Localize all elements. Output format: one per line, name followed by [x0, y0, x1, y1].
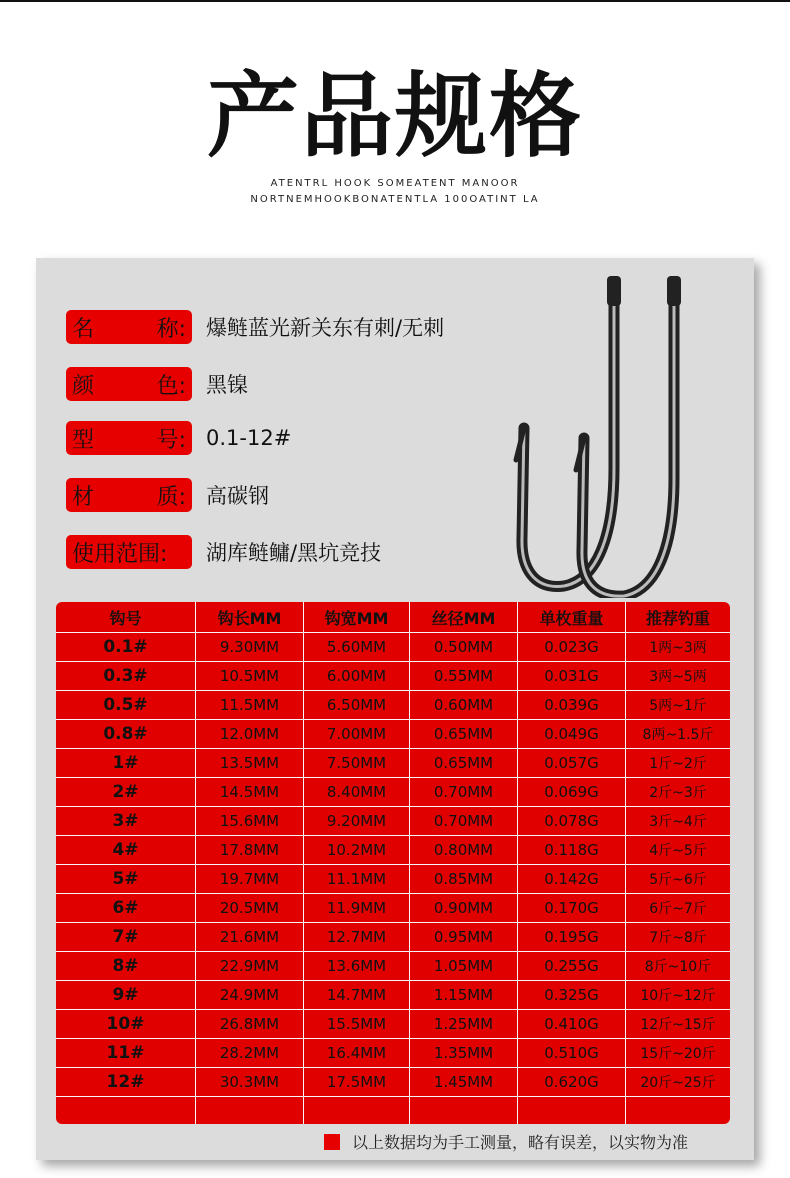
table-cell: 10.2MM	[304, 836, 410, 864]
table-cell: 2#	[56, 778, 196, 806]
spec-label-char: 材	[72, 484, 95, 510]
spec-value: 湖库鲢鳙/黑坑竞技	[206, 541, 382, 565]
table-cell: 12.0MM	[196, 720, 304, 748]
table-cell: 0.3#	[56, 662, 196, 690]
table-cell: 0.510G	[518, 1039, 626, 1067]
table-cell: 15斤~20斤	[640, 1046, 716, 1062]
table-cell: 1.45MM	[410, 1068, 518, 1096]
table-cell: 16.4MM	[304, 1039, 410, 1067]
spec-usage	[66, 535, 381, 569]
table-cell: 17.8MM	[196, 836, 304, 864]
table-cell: 1斤~2斤	[649, 756, 707, 772]
table-cell: 12#	[56, 1068, 196, 1096]
table-cell: 15.5MM	[304, 1010, 410, 1038]
table-cell: 8.40MM	[304, 778, 410, 806]
table-cell: 22.9MM	[196, 952, 304, 980]
table-cell: 0.85MM	[410, 865, 518, 893]
table-header-cell: 钩号	[56, 602, 196, 632]
table-cell: 13.5MM	[196, 749, 304, 777]
table-row	[56, 894, 730, 923]
table-row	[56, 923, 730, 952]
measurement-note	[324, 1130, 688, 1153]
table-row	[56, 1039, 730, 1068]
table-cell: 0.620G	[518, 1068, 626, 1096]
table-header-cell: 单枚重量	[518, 602, 626, 632]
table-cell: 6斤~7斤	[649, 901, 707, 917]
table-cell: 0.049G	[518, 720, 626, 748]
table-cell: 21.6MM	[196, 923, 304, 951]
table-cell: 0.65MM	[410, 749, 518, 777]
subtitle-line-2: NORTNEMHOOKBONATENTLA 100OATINT LA	[250, 194, 540, 205]
table-cell: 12.7MM	[304, 923, 410, 951]
table-cell: 5#	[56, 865, 196, 893]
table-cell	[304, 1097, 410, 1124]
table-cell	[196, 1097, 304, 1124]
table-cell: 7.00MM	[304, 720, 410, 748]
table-header-cell: 推荐钓重	[645, 608, 710, 628]
table-row	[56, 720, 730, 749]
subtitle-line-1: ATENTRL HOOK SOMEATENT MANOOR	[270, 178, 520, 189]
spec-value: 0.1-12#	[206, 426, 292, 450]
table-cell: 1.35MM	[410, 1039, 518, 1067]
table-header-cell: 丝径MM	[410, 602, 518, 632]
spec-material	[66, 478, 269, 512]
table-cell: 3斤~4斤	[649, 814, 707, 830]
table-cell: 2斤~3斤	[649, 785, 707, 801]
table-cell: 0.057G	[518, 749, 626, 777]
table-row	[56, 1010, 730, 1039]
table-cell: 4斤~5斤	[649, 843, 707, 859]
table-cell: 13.6MM	[304, 952, 410, 980]
table-cell: 5.60MM	[304, 633, 410, 661]
table-cell: 0.55MM	[410, 662, 518, 690]
table-cell: 0.142G	[518, 865, 626, 893]
table-cell: 19.7MM	[196, 865, 304, 893]
spec-label: 使用范围:	[66, 535, 192, 569]
spec-label-char: 号:	[156, 427, 186, 453]
table-cell: 0.031G	[518, 662, 626, 690]
table-row	[56, 633, 730, 662]
table-cell: 7#	[56, 923, 196, 951]
table-cell	[56, 1097, 196, 1124]
table-body	[56, 633, 730, 1097]
spec-label-char: 称:	[156, 316, 186, 342]
fishing-hook-image	[476, 268, 716, 598]
table-cell: 28.2MM	[196, 1039, 304, 1067]
table-cell: 1.25MM	[410, 1010, 518, 1038]
table-header-row	[56, 602, 730, 633]
table-cell: 0.95MM	[410, 923, 518, 951]
spec-value: 黑镍	[206, 373, 248, 397]
table-cell: 4#	[56, 836, 196, 864]
table-cell: 0.255G	[518, 952, 626, 980]
table-row	[56, 836, 730, 865]
table-cell: 20斤~25斤	[640, 1075, 716, 1091]
table-cell: 12斤~15斤	[640, 1017, 716, 1033]
table-cell	[626, 1097, 730, 1124]
table-header-cell: 钩长MM	[196, 602, 304, 632]
table-cell: 0.70MM	[410, 778, 518, 806]
table-cell: 0.90MM	[410, 894, 518, 922]
table-row	[56, 981, 730, 1010]
table-cell: 0.80MM	[410, 836, 518, 864]
table-cell: 9.20MM	[304, 807, 410, 835]
table-cell: 0.60MM	[410, 691, 518, 719]
table-cell: 0.170G	[518, 894, 626, 922]
table-cell: 10斤~12斤	[640, 988, 716, 1004]
table-cell	[410, 1097, 518, 1124]
table-cell: 1两~3两	[649, 640, 707, 656]
table-cell: 24.9MM	[196, 981, 304, 1009]
table-cell: 9.30MM	[196, 633, 304, 661]
table-cell: 11.5MM	[196, 691, 304, 719]
table-cell: 1.15MM	[410, 981, 518, 1009]
table-cell: 6#	[56, 894, 196, 922]
table-cell: 0.8#	[56, 720, 196, 748]
table-cell: 0.078G	[518, 807, 626, 835]
table-cell: 0.50MM	[410, 633, 518, 661]
spec-label-char: 名	[72, 316, 95, 342]
table-cell: 0.118G	[518, 836, 626, 864]
table-cell: 14.7MM	[304, 981, 410, 1009]
table-row	[56, 778, 730, 807]
spec-value: 高碳钢	[206, 484, 269, 508]
table-cell: 5两~1斤	[649, 698, 707, 714]
table-cell: 0.325G	[518, 981, 626, 1009]
table-row	[56, 691, 730, 720]
spec-panel	[36, 258, 754, 1160]
spec-label	[66, 421, 192, 455]
page-title: 产品规格	[206, 63, 583, 170]
table-cell: 0.70MM	[410, 807, 518, 835]
spec-model	[66, 421, 291, 455]
table-cell: 8斤~10斤	[644, 959, 712, 975]
spec-label-char: 颜	[72, 373, 95, 399]
table-cell: 0.5#	[56, 691, 196, 719]
table-row	[56, 865, 730, 894]
table-cell: 3#	[56, 807, 196, 835]
table-cell: 0.65MM	[410, 720, 518, 748]
table-cell: 26.8MM	[196, 1010, 304, 1038]
table-cell: 0.410G	[518, 1010, 626, 1038]
spec-label-char: 色:	[156, 373, 186, 399]
table-cell: 11.1MM	[304, 865, 410, 893]
table-cell: 10.5MM	[196, 662, 304, 690]
table-cell: 15.6MM	[196, 807, 304, 835]
table-cell: 30.3MM	[196, 1068, 304, 1096]
table-cell: 5斤~6斤	[649, 872, 707, 888]
table-cell: 10#	[56, 1010, 196, 1038]
spec-label-char: 型	[72, 427, 95, 453]
table-cell: 6.50MM	[304, 691, 410, 719]
table-cell: 8#	[56, 952, 196, 980]
table-cell: 1.05MM	[410, 952, 518, 980]
table-cell: 11#	[56, 1039, 196, 1067]
table-header-cell: 钩宽MM	[304, 602, 410, 632]
table-cell: 8两~1.5斤	[642, 727, 714, 743]
table-row	[56, 807, 730, 836]
spec-label	[66, 478, 192, 512]
table-row	[56, 952, 730, 981]
table-cell: 0.1#	[56, 633, 196, 661]
table-cell: 1#	[56, 749, 196, 777]
table-cell: 7.50MM	[304, 749, 410, 777]
table-row	[56, 662, 730, 691]
table-cell: 9#	[56, 981, 196, 1009]
spec-color	[66, 367, 248, 401]
spec-label-char: 质:	[156, 484, 186, 510]
table-cell: 0.039G	[518, 691, 626, 719]
table-cell: 0.023G	[518, 633, 626, 661]
spec-label	[66, 367, 192, 401]
table-cell	[518, 1097, 626, 1124]
table-cell: 6.00MM	[304, 662, 410, 690]
table-cell: 0.195G	[518, 923, 626, 951]
table-cell: 11.9MM	[304, 894, 410, 922]
table-empty-row	[56, 1097, 730, 1124]
table-cell: 14.5MM	[196, 778, 304, 806]
table-row	[56, 1068, 730, 1097]
note-marker-icon	[324, 1134, 340, 1150]
table-cell: 3两~5两	[649, 669, 707, 685]
spec-label	[66, 310, 192, 344]
spec-value: 爆鲢蓝光新关东有刺/无刺	[206, 316, 445, 340]
table-row	[56, 749, 730, 778]
note-text: 以上数据均为手工测量，略有误差，以实物为准	[352, 1133, 689, 1152]
table-cell: 17.5MM	[304, 1068, 410, 1096]
table-cell: 0.069G	[518, 778, 626, 806]
spec-name	[66, 310, 444, 344]
table-cell: 7斤~8斤	[649, 930, 707, 946]
top-divider-line	[0, 0, 790, 2]
table-cell: 20.5MM	[196, 894, 304, 922]
spec-table	[56, 602, 730, 1124]
